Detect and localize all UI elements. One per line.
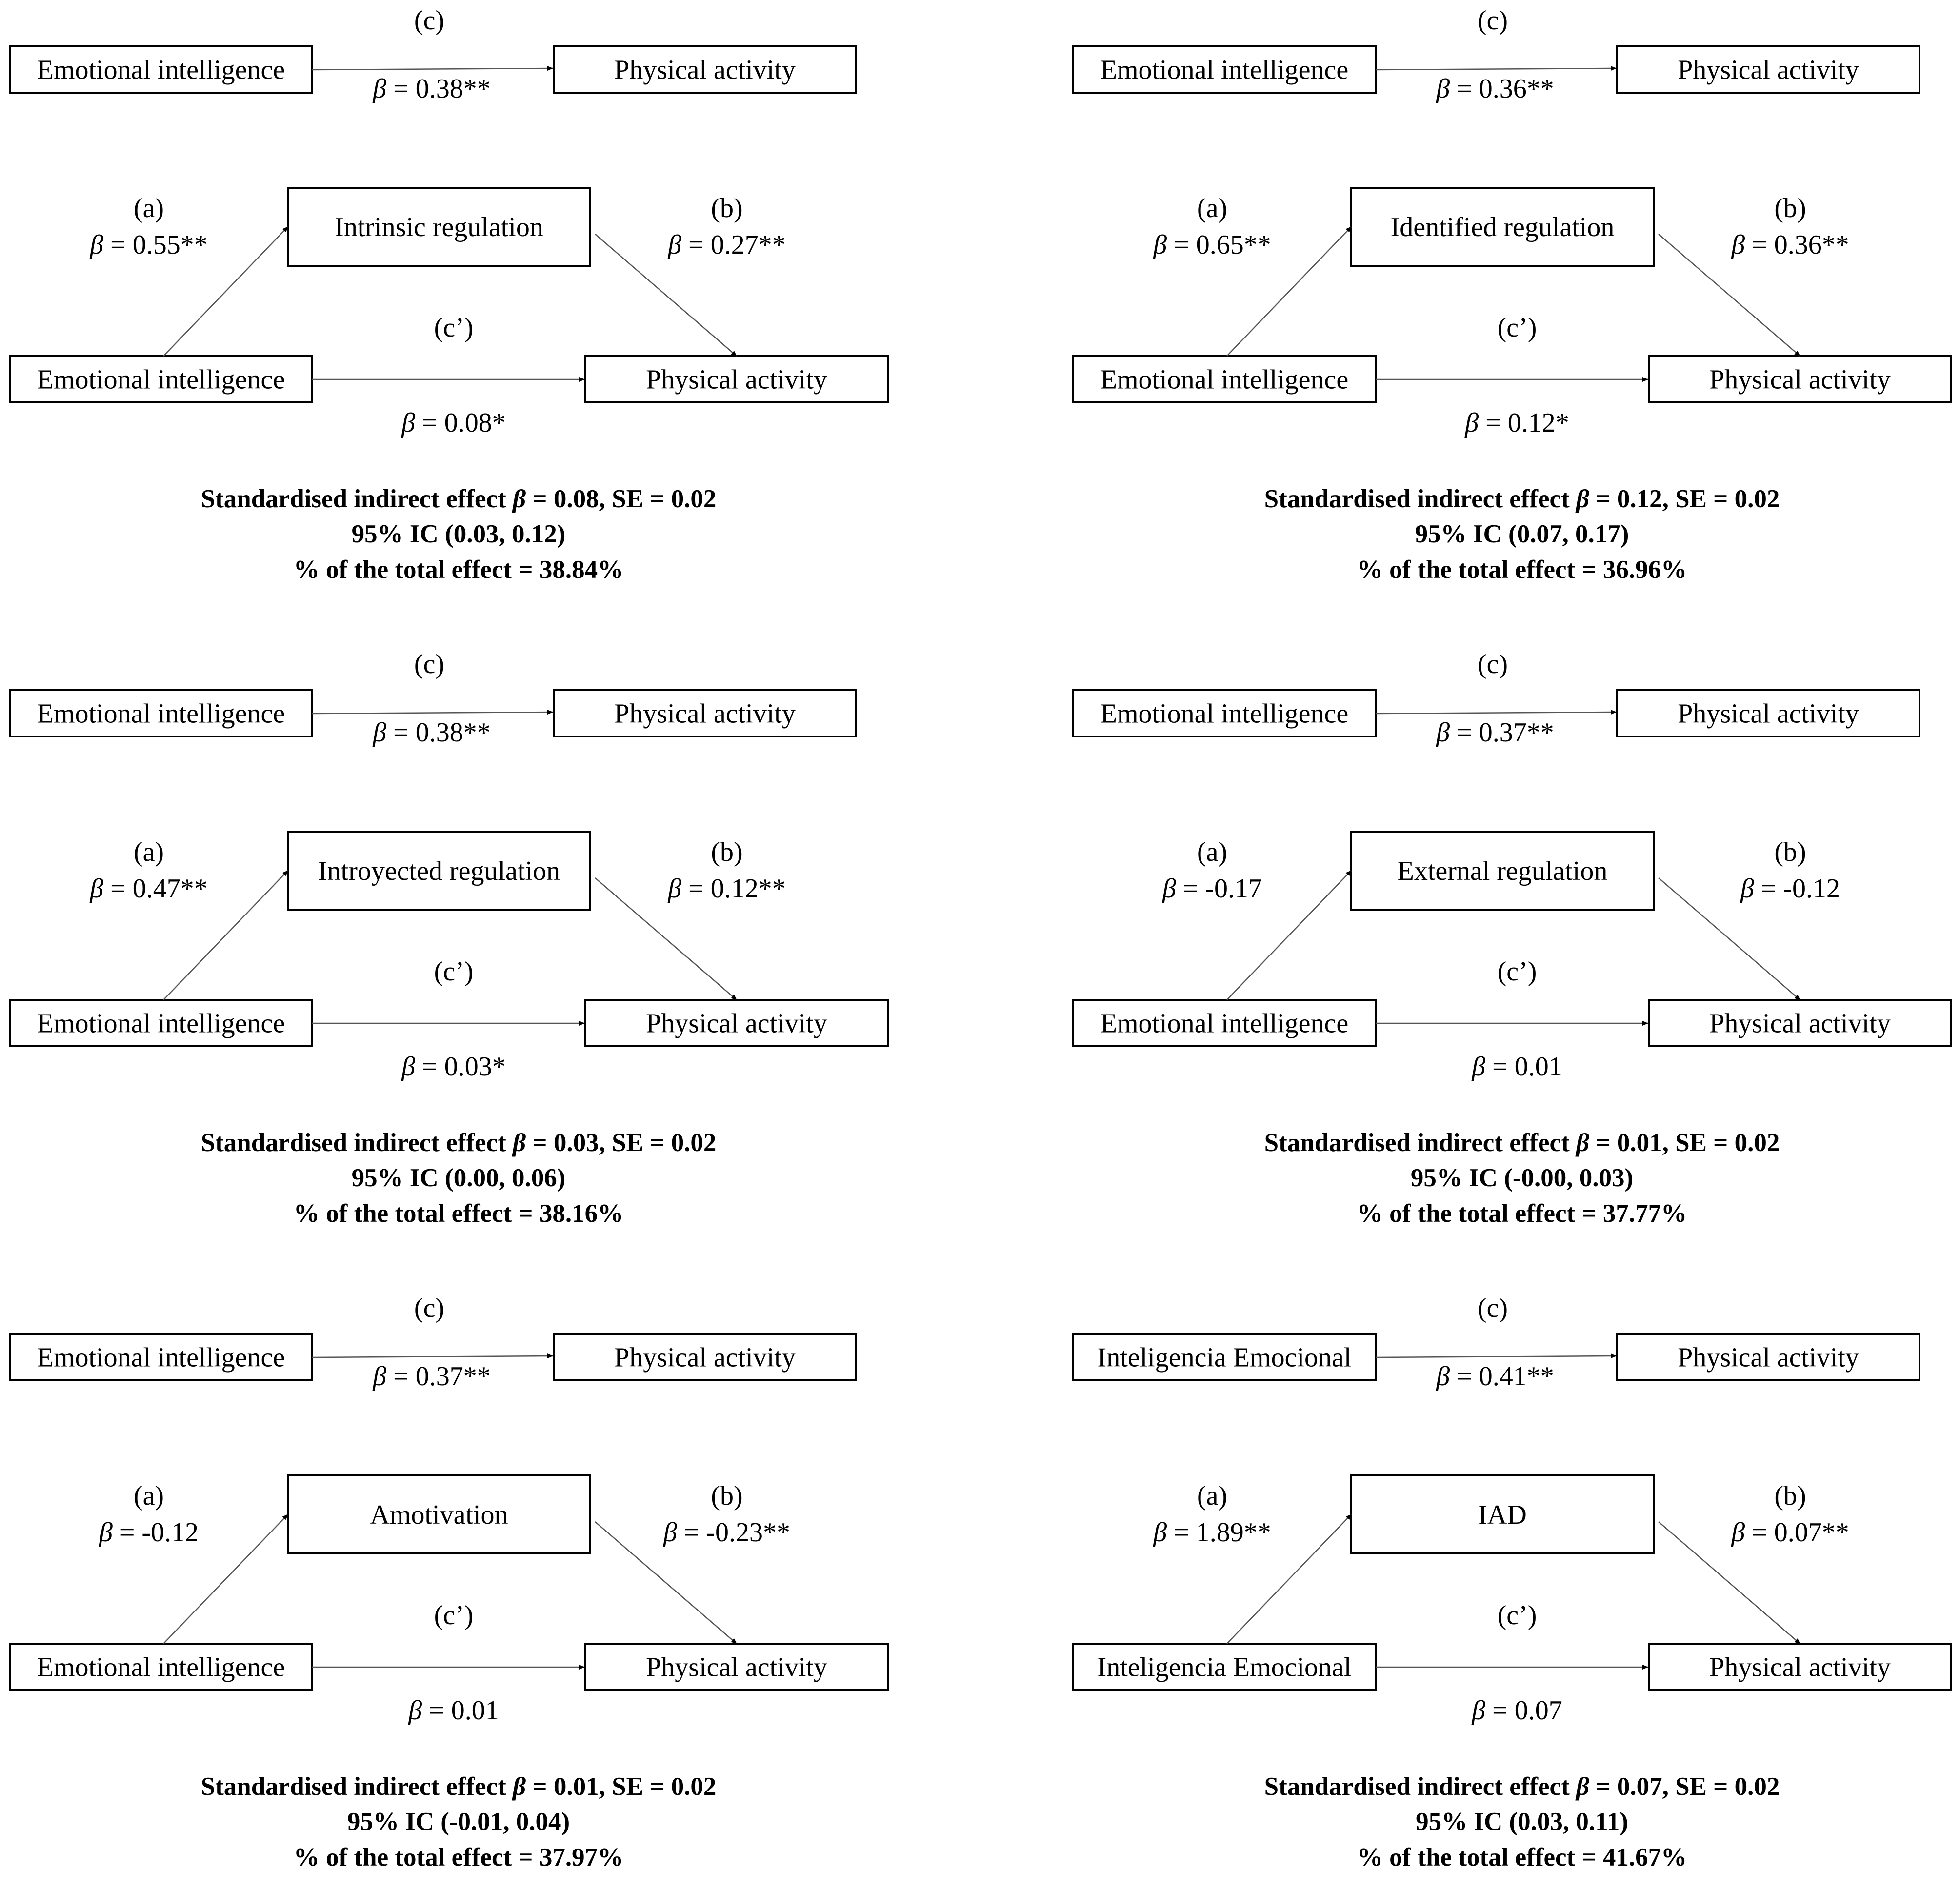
c-coefficient: β = 0.37** [1436,717,1554,748]
predictor-label: Emotional intelligence [37,1008,285,1039]
outcome-label: Physical activity [1709,1008,1891,1039]
percent-total-effect: % of the total effect = 36.96% [1357,556,1687,584]
indirect-effect-summary: Standardised indirect effect β = 0.01, SE = 0.02 [200,1772,717,1801]
path-b-label: (b) [1774,837,1806,867]
total-outcome-label: Physical activity [1678,55,1859,85]
path-b-label: (b) [1774,1481,1806,1511]
c-coefficient: β = 0.41** [1436,1361,1554,1392]
panels-layer [10,5,1951,1871]
outcome-label: Physical activity [1709,364,1891,395]
predictor-label: Emotional intelligence [37,1652,285,1683]
b-coefficient: β = -0.12 [1740,874,1840,904]
b-coefficient: β = 0.12** [668,874,786,904]
outcome-label: Physical activity [646,364,827,395]
predictor-label: Inteligencia Emocional [1097,1652,1352,1683]
total-effect-arrow [312,68,553,70]
percent-total-effect: % of the total effect = 41.67% [1357,1843,1687,1871]
a-coefficient: β = 0.47** [90,874,208,904]
confidence-interval: 95% IC (0.07, 0.17) [1415,520,1629,548]
indirect-effect-summary: Standardised indirect effect β = 0.07, SE = 0.02 [1264,1772,1780,1801]
mediator-label: Amotivation [370,1500,508,1530]
b-coefficient: β = 0.27** [668,230,786,260]
panel-external [1073,649,1951,1228]
path-a-label: (a) [1197,193,1228,223]
path-a-label: (a) [1197,1481,1228,1511]
total-effect-arrow [1376,68,1616,70]
total-effect-arrow [1376,712,1616,714]
path-c-prime-label: (c’) [1497,956,1537,987]
total-effect-arrow [1376,1356,1616,1357]
outcome-label: Physical activity [646,1008,827,1039]
percent-total-effect: % of the total effect = 38.84% [293,556,624,584]
path-c-label: (c) [414,1293,445,1323]
total-effect-arrow [312,1356,553,1357]
a-coefficient: β = -0.17 [1162,874,1262,904]
a-coefficient: β = 0.65** [1153,230,1271,260]
path-c-prime-label: (c’) [1497,313,1537,343]
mediator-label: Intrinsic regulation [335,212,543,242]
total-outcome-label: Physical activity [614,1342,796,1373]
panel-introyected [10,649,888,1228]
predictor-label: Emotional intelligence [37,364,285,395]
mediator-label: Identified regulation [1390,212,1615,242]
path-c-label: (c) [414,649,445,679]
c-prime-coefficient: β = 0.01 [1472,1052,1562,1082]
confidence-interval: 95% IC (0.00, 0.06) [351,1164,566,1192]
c-prime-coefficient: β = 0.12* [1465,408,1569,438]
path-c-prime-label: (c’) [434,956,474,987]
outcome-label: Physical activity [646,1652,827,1683]
b-coefficient: β = 0.36** [1731,230,1849,260]
c-prime-coefficient: β = 0.07 [1472,1695,1562,1726]
path-b-label: (b) [1774,193,1806,223]
panel-identified [1073,5,1951,584]
mediator-label: IAD [1478,1500,1527,1530]
indirect-effect-summary: Standardised indirect effect β = 0.03, SE = 0.02 [200,1129,717,1157]
indirect-effect-summary: Standardised indirect effect β = 0.12, SE = 0.02 [1264,485,1780,513]
mediator-label: Introyected regulation [318,856,560,886]
total-outcome-label: Physical activity [614,55,796,85]
percent-total-effect: % of the total effect = 37.77% [1357,1199,1687,1228]
path-a-label: (a) [133,837,164,867]
b-coefficient: β = -0.23** [663,1517,791,1548]
path-c-prime-label: (c’) [1497,1600,1537,1631]
b-coefficient: β = 0.07** [1731,1517,1849,1548]
total-outcome-label: Physical activity [614,698,796,729]
indirect-effect-summary: Standardised indirect effect β = 0.08, SE = 0.02 [200,485,717,513]
total-predictor-label: Emotional intelligence [37,698,285,729]
c-coefficient: β = 0.38** [373,74,491,104]
confidence-interval: 95% IC (-0.01, 0.04) [347,1808,570,1836]
c-coefficient: β = 0.37** [373,1361,491,1392]
c-prime-coefficient: β = 0.01 [408,1695,499,1726]
c-coefficient: β = 0.38** [373,717,491,748]
total-predictor-label: Emotional intelligence [1100,698,1349,729]
c-prime-coefficient: β = 0.03* [401,1052,506,1082]
total-predictor-label: Emotional intelligence [1100,55,1349,85]
path-c-prime-label: (c’) [434,313,474,343]
path-c-label: (c) [1477,5,1508,36]
confidence-interval: 95% IC (0.03, 0.11) [1416,1808,1628,1836]
a-coefficient: β = 1.89** [1153,1517,1271,1548]
outcome-label: Physical activity [1709,1652,1891,1683]
path-a-label: (a) [1197,837,1228,867]
path-a-label: (a) [133,1481,164,1511]
percent-total-effect: % of the total effect = 37.97% [293,1843,624,1871]
total-predictor-label: Inteligencia Emocional [1097,1342,1352,1373]
path-b-label: (b) [711,837,743,867]
total-predictor-label: Emotional intelligence [37,1342,285,1373]
path-a-label: (a) [133,193,164,223]
a-coefficient: β = 0.55** [90,230,208,260]
confidence-interval: 95% IC (0.03, 0.12) [351,520,566,548]
path-c-label: (c) [1477,1293,1508,1323]
total-predictor-label: Emotional intelligence [37,55,285,85]
path-c-prime-label: (c’) [434,1600,474,1631]
path-c-label: (c) [1477,649,1508,679]
mediator-label: External regulation [1397,856,1608,886]
predictor-label: Emotional intelligence [1100,1008,1349,1039]
a-coefficient: β = -0.12 [99,1517,199,1548]
total-outcome-label: Physical activity [1678,1342,1859,1373]
predictor-label: Emotional intelligence [1100,364,1349,395]
percent-total-effect: % of the total effect = 38.16% [293,1199,624,1228]
total-effect-arrow [312,712,553,714]
path-b-label: (b) [711,193,743,223]
total-outcome-label: Physical activity [1678,698,1859,729]
c-coefficient: β = 0.36** [1436,74,1554,104]
path-c-label: (c) [414,5,445,36]
panel-intrinsic [10,5,888,584]
path-b-label: (b) [711,1481,743,1511]
indirect-effect-summary: Standardised indirect effect β = 0.01, SE = 0.02 [1264,1129,1780,1157]
c-prime-coefficient: β = 0.08* [401,408,506,438]
panel-iad [1073,1293,1951,1871]
panel-amotivation [10,1293,888,1871]
confidence-interval: 95% IC (-0.00, 0.03) [1410,1164,1634,1192]
